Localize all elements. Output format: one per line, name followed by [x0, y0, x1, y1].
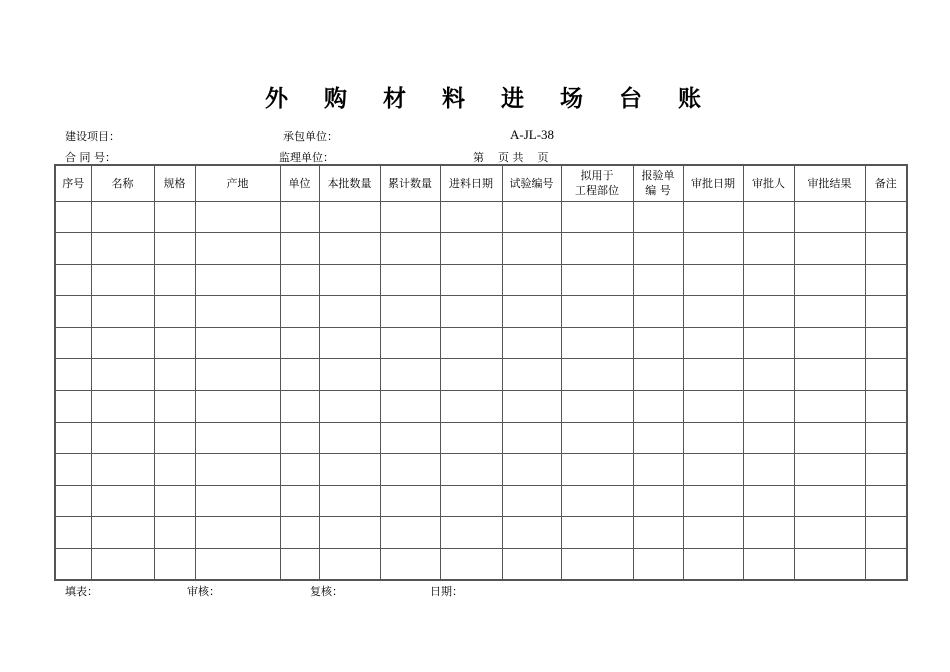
table-cell[interactable]	[319, 454, 380, 486]
filled-by-label: 填表：	[65, 585, 98, 598]
table-cell[interactable]	[195, 296, 280, 328]
column-header-intended-part	[561, 165, 633, 201]
table-cell[interactable]	[55, 233, 91, 265]
table-cell[interactable]	[380, 233, 440, 265]
table-cell[interactable]	[154, 233, 195, 265]
table-cell[interactable]	[91, 549, 154, 581]
materials-ledger-table	[54, 164, 908, 581]
table-cell[interactable]	[154, 327, 195, 359]
column-header-text: 审批人	[752, 176, 785, 190]
table-cell[interactable]	[380, 454, 440, 486]
table-cell[interactable]	[561, 327, 633, 359]
table-cell[interactable]	[195, 485, 280, 517]
table-cell[interactable]	[195, 201, 280, 233]
table-cell[interactable]	[633, 422, 683, 454]
project-label: 建设项目：	[65, 130, 120, 143]
table-row	[55, 391, 907, 423]
date-label: 日期：	[430, 585, 463, 598]
table-cell[interactable]	[502, 201, 561, 233]
table-cell[interactable]	[743, 422, 794, 454]
table-cell[interactable]	[794, 422, 865, 454]
table-cell[interactable]	[380, 201, 440, 233]
table-cell[interactable]	[633, 296, 683, 328]
column-header-text: 进料日期	[449, 176, 493, 190]
table-cell[interactable]	[55, 549, 91, 581]
table-cell[interactable]	[794, 233, 865, 265]
table-row	[55, 549, 907, 581]
table-cell[interactable]	[794, 485, 865, 517]
column-header-text: 本批数量	[327, 176, 372, 190]
table-cell[interactable]	[319, 422, 380, 454]
table-cell[interactable]	[91, 454, 154, 486]
table-cell[interactable]	[55, 391, 91, 423]
table-cell[interactable]	[794, 201, 865, 233]
column-header-spec	[154, 165, 195, 201]
table-cell[interactable]	[55, 454, 91, 486]
table-cell[interactable]	[55, 201, 91, 233]
table-cell[interactable]	[440, 233, 502, 265]
table-cell[interactable]	[91, 233, 154, 265]
table-cell[interactable]	[195, 422, 280, 454]
table-cell[interactable]	[743, 454, 794, 486]
table-cell[interactable]	[502, 296, 561, 328]
table-cell[interactable]	[154, 485, 195, 517]
table-cell[interactable]	[794, 264, 865, 296]
table-cell[interactable]	[55, 485, 91, 517]
table-cell[interactable]	[502, 327, 561, 359]
table-cell[interactable]	[683, 517, 743, 549]
table-cell[interactable]	[683, 296, 743, 328]
table-cell[interactable]	[865, 359, 907, 391]
table-cell[interactable]	[440, 264, 502, 296]
table-row	[55, 233, 907, 265]
table-cell[interactable]	[743, 327, 794, 359]
table-cell[interactable]	[91, 264, 154, 296]
column-header-entry-date	[440, 165, 502, 201]
column-header-approval-date	[683, 165, 743, 201]
table-cell[interactable]	[502, 233, 561, 265]
table-cell[interactable]	[195, 327, 280, 359]
table-cell[interactable]	[633, 233, 683, 265]
table-cell[interactable]	[440, 296, 502, 328]
table-cell[interactable]	[561, 201, 633, 233]
table-cell[interactable]	[154, 359, 195, 391]
column-header-approver	[743, 165, 794, 201]
table-cell[interactable]	[502, 359, 561, 391]
table-cell[interactable]	[633, 454, 683, 486]
table-row	[55, 359, 907, 391]
column-header-text: 备注	[874, 176, 897, 190]
table-cell[interactable]	[91, 517, 154, 549]
table-cell[interactable]	[319, 485, 380, 517]
table-cell[interactable]	[865, 422, 907, 454]
column-header-text: 规格	[163, 176, 186, 190]
column-header-text: 报验单	[641, 169, 675, 183]
table-cell[interactable]	[743, 233, 794, 265]
column-header-text: 审批日期	[691, 176, 735, 190]
table-cell[interactable]	[794, 296, 865, 328]
table-cell[interactable]	[683, 422, 743, 454]
column-header-text: 累计数量	[388, 176, 432, 190]
table-cell[interactable]	[683, 233, 743, 265]
form-code: A-JL-38	[510, 127, 555, 142]
table-cell[interactable]	[380, 264, 440, 296]
table-cell[interactable]	[865, 327, 907, 359]
table-cell[interactable]	[154, 296, 195, 328]
column-header-text: 审批结果	[807, 176, 852, 190]
table-cell[interactable]	[865, 391, 907, 423]
table-cell[interactable]	[91, 485, 154, 517]
table-cell[interactable]	[440, 359, 502, 391]
column-header-name	[91, 165, 154, 201]
table-cell[interactable]	[865, 517, 907, 549]
table-cell[interactable]	[154, 549, 195, 581]
column-header-origin	[195, 165, 280, 201]
table-cell[interactable]	[380, 327, 440, 359]
contractor-label: 承包单位：	[283, 130, 338, 143]
column-header-report-number	[633, 165, 683, 201]
table-cell[interactable]	[633, 264, 683, 296]
table-cell[interactable]	[440, 201, 502, 233]
column-header-text: 试验编号	[509, 176, 554, 190]
column-header-unit	[280, 165, 319, 201]
table-cell[interactable]	[280, 517, 319, 549]
table-cell[interactable]	[561, 264, 633, 296]
table-cell[interactable]	[561, 359, 633, 391]
table-cell[interactable]	[195, 549, 280, 581]
table-cell[interactable]	[195, 391, 280, 423]
table-cell[interactable]	[743, 296, 794, 328]
table-cell[interactable]	[55, 264, 91, 296]
column-header-approval-result	[794, 165, 865, 201]
table-cell[interactable]	[561, 233, 633, 265]
page-title: 外 购 材 料 进 场 台 账	[264, 85, 716, 112]
table-cell[interactable]	[743, 549, 794, 581]
table-cell[interactable]	[502, 454, 561, 486]
table-cell[interactable]	[440, 485, 502, 517]
table-cell[interactable]	[380, 549, 440, 581]
table-cell[interactable]	[280, 359, 319, 391]
table-row	[55, 454, 907, 486]
table-cell[interactable]	[154, 454, 195, 486]
column-header-text: 编 号	[645, 184, 671, 198]
table-cell[interactable]	[319, 517, 380, 549]
table-cell[interactable]	[280, 391, 319, 423]
column-header-test-number	[502, 165, 561, 201]
page-count: 第 页 共 页	[473, 151, 549, 164]
table-cell[interactable]	[55, 359, 91, 391]
table-cell[interactable]	[154, 391, 195, 423]
table-cell[interactable]	[794, 327, 865, 359]
table-cell[interactable]	[280, 296, 319, 328]
table-cell[interactable]	[561, 422, 633, 454]
table-cell[interactable]	[683, 391, 743, 423]
table-cell[interactable]	[280, 422, 319, 454]
table-body	[55, 201, 907, 580]
table-cell[interactable]	[91, 359, 154, 391]
table-cell[interactable]	[683, 327, 743, 359]
table-cell[interactable]	[91, 201, 154, 233]
table-cell[interactable]	[683, 549, 743, 581]
table-cell[interactable]	[561, 485, 633, 517]
table-cell[interactable]	[319, 233, 380, 265]
table-cell[interactable]	[683, 485, 743, 517]
table-cell[interactable]	[683, 359, 743, 391]
table-cell[interactable]	[561, 391, 633, 423]
column-header-cumulative-qty	[380, 165, 440, 201]
table-cell[interactable]	[195, 454, 280, 486]
column-header-text: 工程部位	[575, 184, 619, 198]
table-row	[55, 264, 907, 296]
table-cell[interactable]	[794, 517, 865, 549]
table-cell[interactable]	[561, 454, 633, 486]
table-cell[interactable]	[502, 391, 561, 423]
table-cell[interactable]	[865, 296, 907, 328]
table-cell[interactable]	[55, 296, 91, 328]
table-cell[interactable]	[380, 517, 440, 549]
table-cell[interactable]	[319, 264, 380, 296]
table-cell[interactable]	[561, 296, 633, 328]
table-cell[interactable]	[683, 264, 743, 296]
table-cell[interactable]	[865, 264, 907, 296]
column-header-text: 名称	[111, 176, 134, 190]
table-row	[55, 296, 907, 328]
column-header-text: 单位	[288, 176, 311, 190]
table-cell[interactable]	[380, 296, 440, 328]
table-cell[interactable]	[502, 485, 561, 517]
table-cell[interactable]	[794, 454, 865, 486]
table-cell[interactable]	[440, 517, 502, 549]
table-cell[interactable]	[794, 549, 865, 581]
table-cell[interactable]	[633, 485, 683, 517]
table-cell[interactable]	[154, 201, 195, 233]
table-cell[interactable]	[794, 359, 865, 391]
table-cell[interactable]	[502, 422, 561, 454]
table-cell[interactable]	[195, 233, 280, 265]
table-header-row	[55, 165, 907, 201]
column-header-remarks	[865, 165, 907, 201]
table-cell[interactable]	[865, 201, 907, 233]
table-cell[interactable]	[633, 327, 683, 359]
table-cell[interactable]	[280, 485, 319, 517]
table-cell[interactable]	[440, 327, 502, 359]
table-cell[interactable]	[280, 454, 319, 486]
table-cell[interactable]	[561, 549, 633, 581]
table-cell[interactable]	[280, 233, 319, 265]
table-cell[interactable]	[633, 359, 683, 391]
table-cell[interactable]	[502, 264, 561, 296]
table-cell[interactable]	[154, 264, 195, 296]
table-cell[interactable]	[280, 549, 319, 581]
table-cell[interactable]	[319, 327, 380, 359]
table-cell[interactable]	[683, 201, 743, 233]
table-cell[interactable]	[380, 359, 440, 391]
table-cell[interactable]	[319, 201, 380, 233]
table-cell[interactable]	[55, 422, 91, 454]
table-cell[interactable]	[195, 359, 280, 391]
table-cell[interactable]	[55, 517, 91, 549]
supervisor-label: 监理单位：	[279, 151, 334, 164]
table-cell[interactable]	[633, 391, 683, 423]
table-cell[interactable]	[561, 517, 633, 549]
table-row	[55, 422, 907, 454]
table-cell[interactable]	[440, 422, 502, 454]
column-header-batch-qty	[319, 165, 380, 201]
table-cell[interactable]	[91, 422, 154, 454]
table-cell[interactable]	[633, 549, 683, 581]
table-cell[interactable]	[91, 391, 154, 423]
table-row	[55, 201, 907, 233]
table-cell[interactable]	[743, 391, 794, 423]
table-cell[interactable]	[319, 391, 380, 423]
table-cell[interactable]	[280, 201, 319, 233]
table-cell[interactable]	[154, 517, 195, 549]
column-header-text: 产地	[226, 176, 249, 190]
table-cell[interactable]	[865, 549, 907, 581]
table-cell[interactable]	[633, 201, 683, 233]
table-row	[55, 327, 907, 359]
table-cell[interactable]	[319, 549, 380, 581]
table-cell[interactable]	[319, 296, 380, 328]
table-cell[interactable]	[794, 391, 865, 423]
table-row	[55, 517, 907, 549]
column-header-text: 序号	[62, 176, 85, 190]
table-cell[interactable]	[440, 454, 502, 486]
column-header-seq	[55, 165, 91, 201]
table-cell[interactable]	[743, 485, 794, 517]
table-cell[interactable]	[319, 359, 380, 391]
column-header-text: 拟用于	[580, 169, 614, 183]
table-cell[interactable]	[633, 517, 683, 549]
table-cell[interactable]	[743, 201, 794, 233]
table-cell[interactable]	[865, 454, 907, 486]
rechecked-by-label: 复核：	[310, 585, 343, 598]
contract-number-label: 合 同 号：	[65, 151, 116, 164]
table-cell[interactable]	[743, 264, 794, 296]
table-cell[interactable]	[865, 485, 907, 517]
table-cell[interactable]	[195, 264, 280, 296]
reviewed-by-label: 审核：	[187, 585, 220, 598]
table-cell[interactable]	[380, 391, 440, 423]
table-cell[interactable]	[280, 264, 319, 296]
table-row	[55, 485, 907, 517]
table-cell[interactable]	[743, 359, 794, 391]
table-cell[interactable]	[91, 327, 154, 359]
table-cell[interactable]	[865, 233, 907, 265]
table-cell[interactable]	[440, 391, 502, 423]
table-cell[interactable]	[154, 422, 195, 454]
table-cell[interactable]	[502, 517, 561, 549]
table-cell[interactable]	[91, 296, 154, 328]
table-cell[interactable]	[380, 485, 440, 517]
table-cell[interactable]	[683, 454, 743, 486]
table-cell[interactable]	[55, 327, 91, 359]
table-cell[interactable]	[743, 517, 794, 549]
table-cell[interactable]	[380, 422, 440, 454]
table-cell[interactable]	[195, 517, 280, 549]
table-cell[interactable]	[280, 327, 319, 359]
table-cell[interactable]	[440, 549, 502, 581]
table-cell[interactable]	[502, 549, 561, 581]
